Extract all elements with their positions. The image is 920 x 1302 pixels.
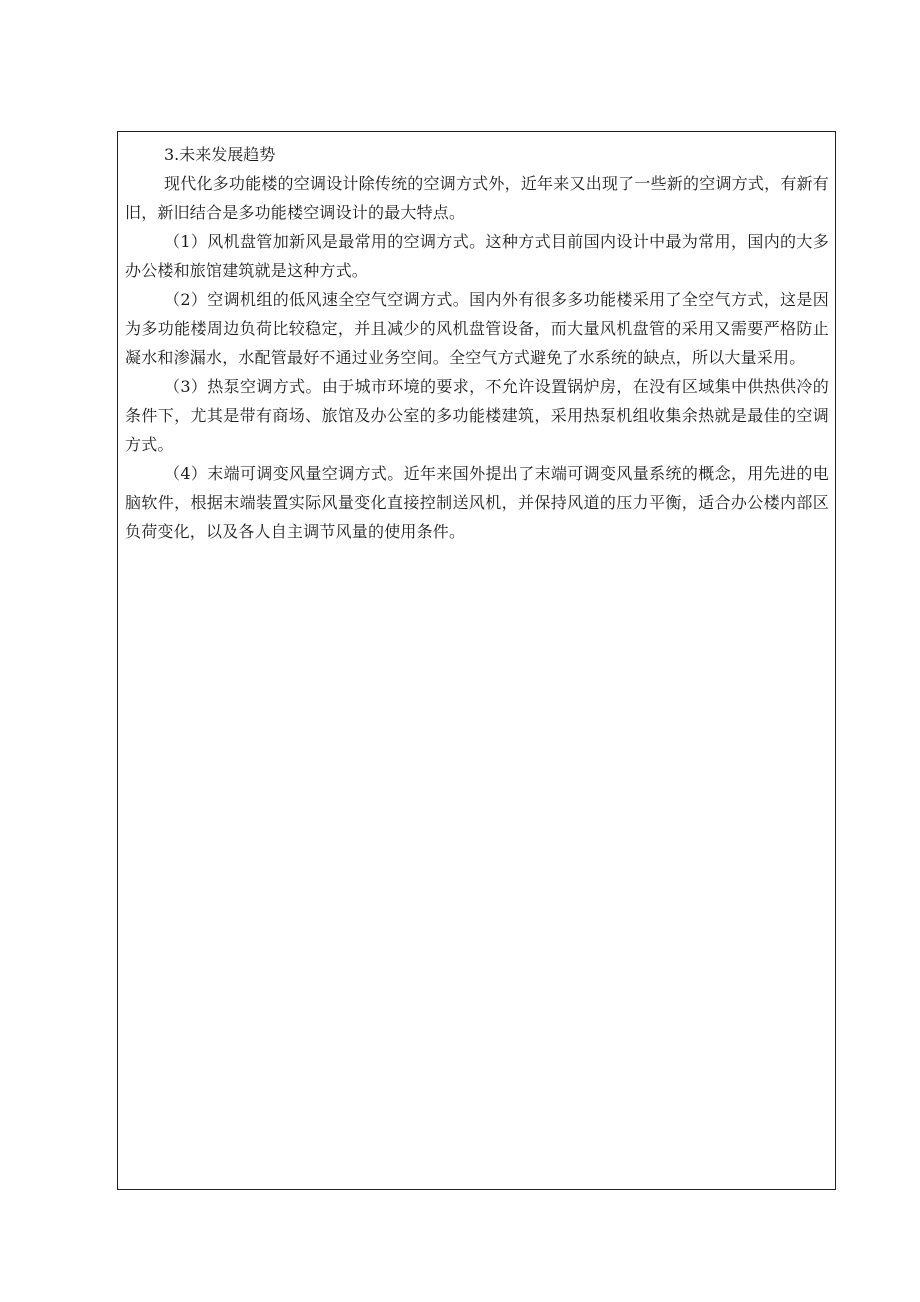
- section-heading: 3.未来发展趋势: [164, 145, 276, 164]
- document-frame: [117, 131, 836, 1190]
- paragraph-item-4: （4）末端可调变风量空调方式。近年来国外提出了末端可调变风量系统的概念，用先进的电脑软件，根据末端装置实际风量变化直接控制送风机，并保持风道的压力平衡，适合办公楼内部区负荷变化，以及各人自主调节风量的使用条件。: [125, 464, 829, 541]
- paragraph-item-2: （2）空调机组的低风速全空气空调方式。国内外有很多多功能楼采用了全空气方式，这是因为多功能楼周边负荷比较稳定，并且减少的风机盘管设备，而大量风机盘管的采用又需要严格防止凝水和渗漏水，水配管最好不通过业务空间。全空气方式避免了水系统的缺点，所以大量采用。: [125, 290, 829, 367]
- paragraph-intro: 现代化多功能楼的空调设计除传统的空调方式外，近年来又出现了一些新的空调方式，有新有旧，新旧结合是多功能楼空调设计的最大特点。: [125, 174, 829, 222]
- paragraph-item-3: （3）热泵空调方式。由于城市环境的要求，不允许设置锅炉房，在没有区域集中供热供冷的条件下，尤其是带有商场、旅馆及办公室的多功能楼建筑，采用热泵机组收集余热就是最佳的空调方式。: [125, 377, 829, 454]
- paragraph-item-1: （1）风机盘管加新风是最常用的空调方式。这种方式目前国内设计中最为常用，国内的大多办公楼和旅馆建筑就是这种方式。: [125, 232, 829, 280]
